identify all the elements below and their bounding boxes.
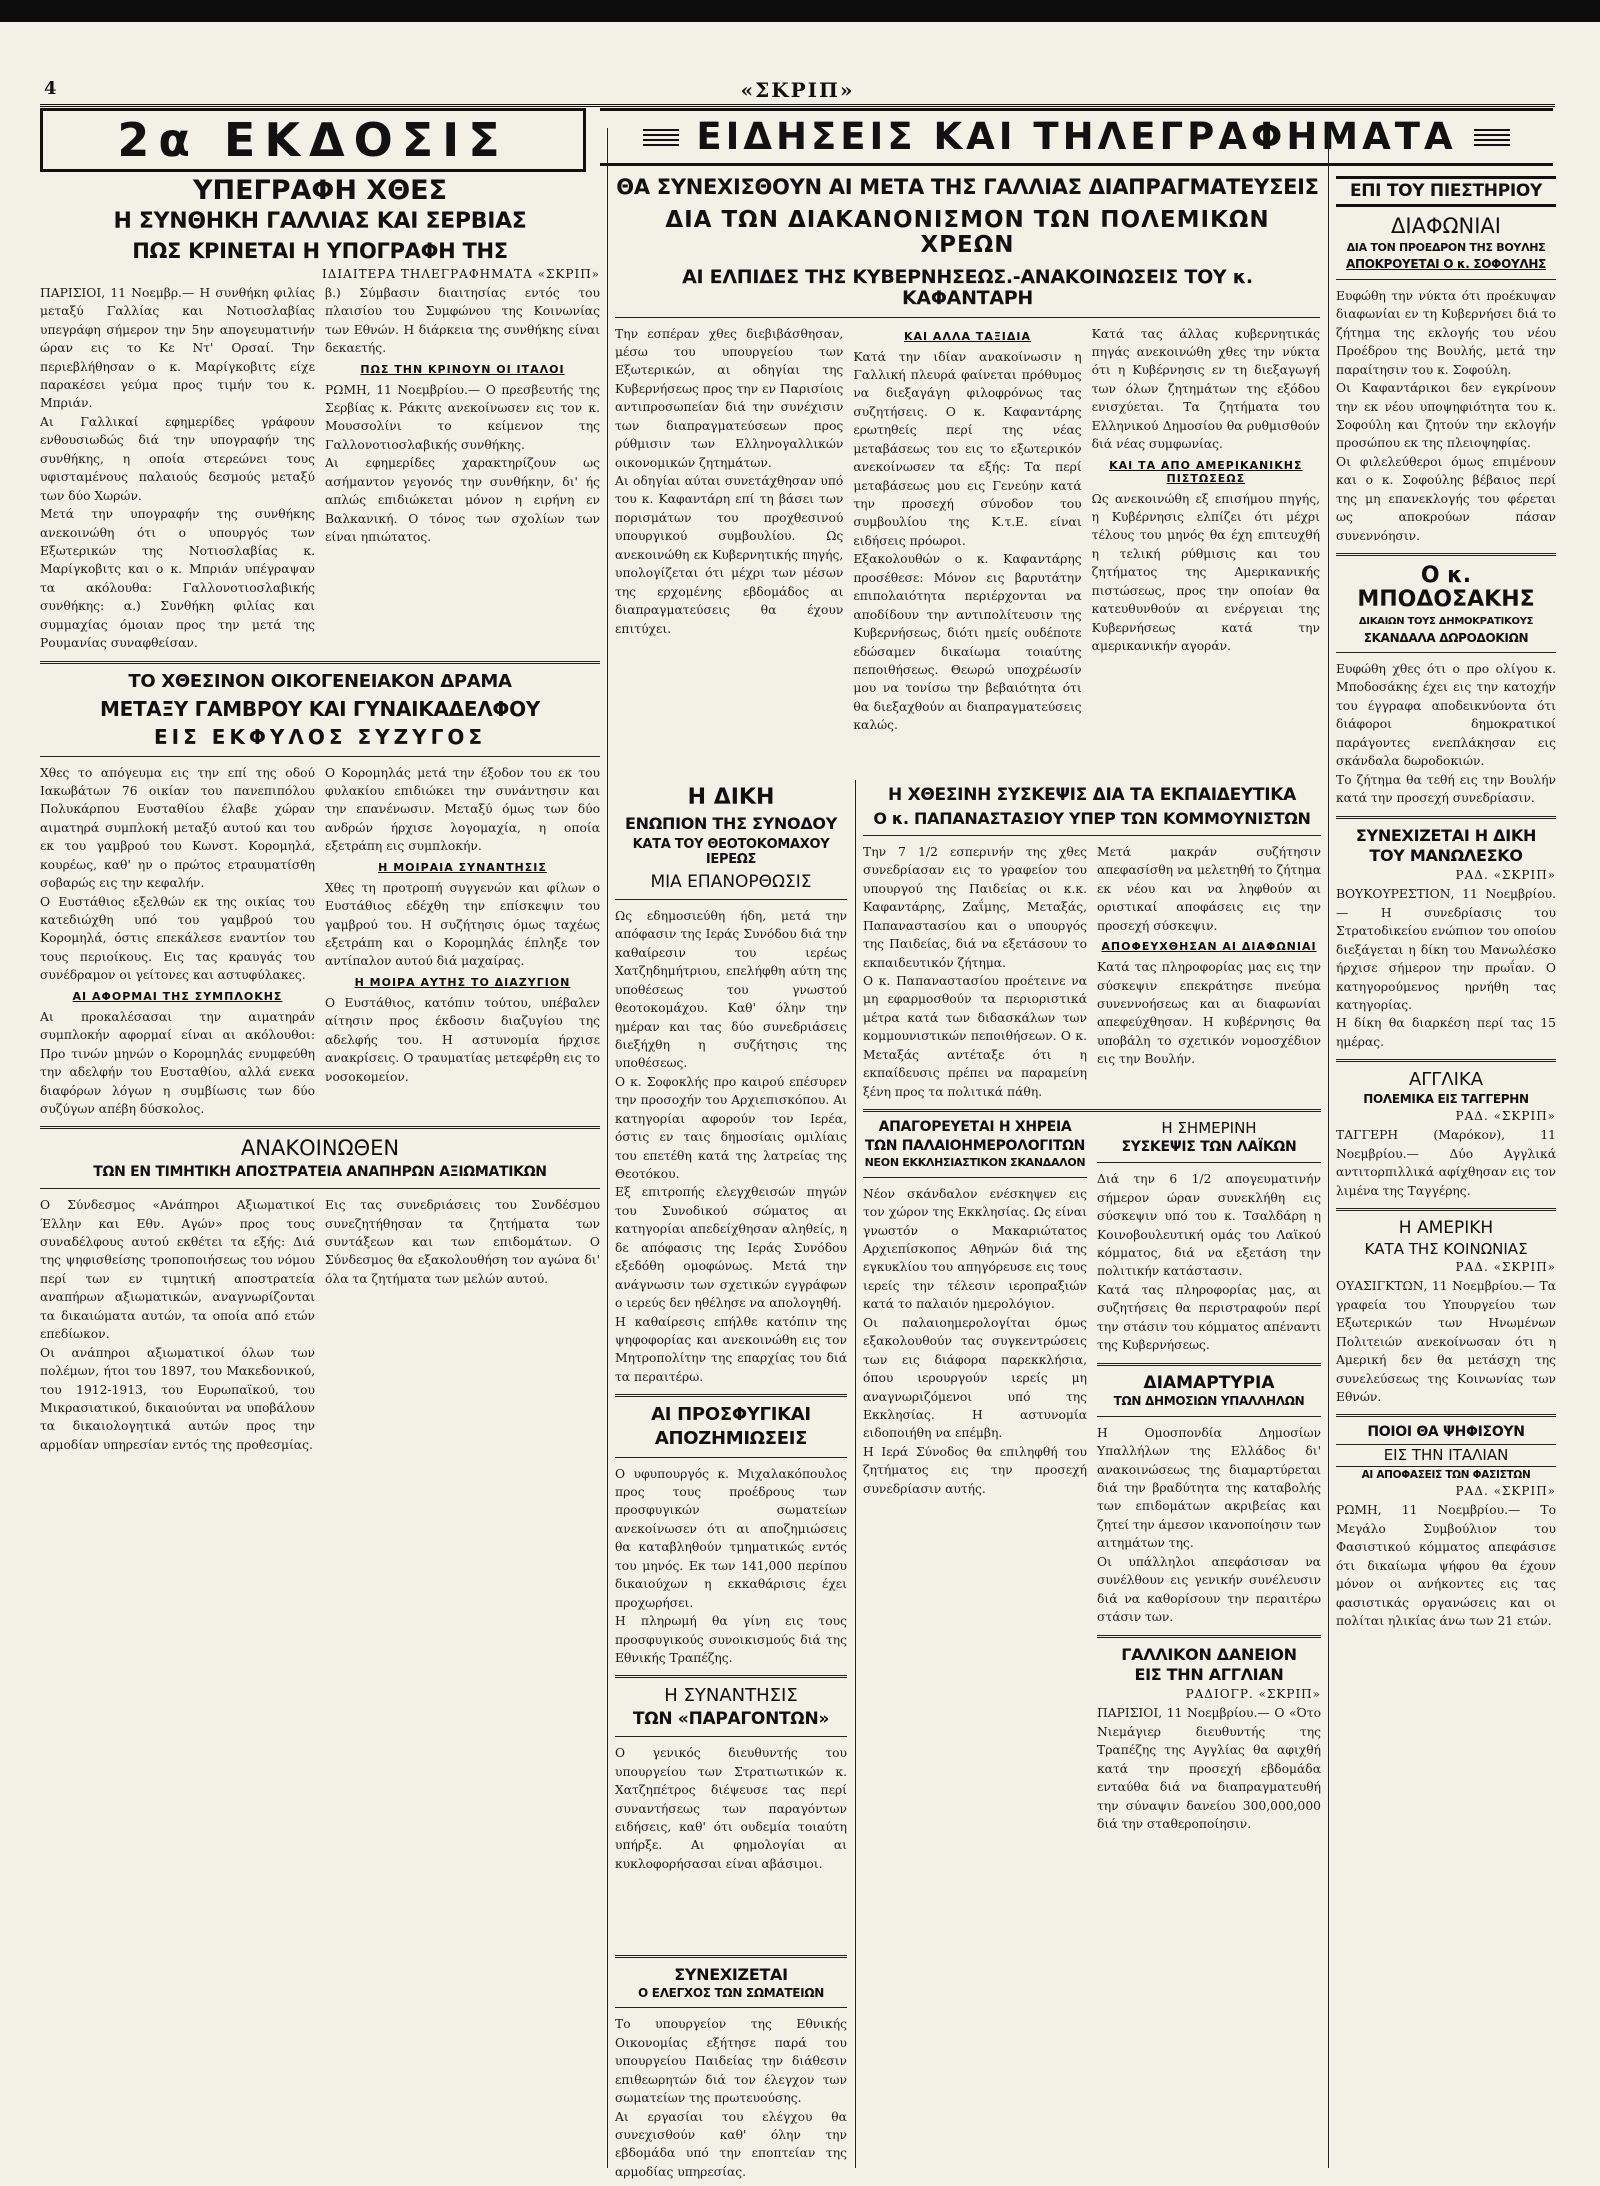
paragraph: ΡΩΜΗ, 11 Νοεμβρίου.— Το Μεγάλο Συμβούλιον του Φασιστικού κόμματος απεφάσισε ότι δικαίωμα ψήφου θα έχουν μόνον οι ανήκοντες εις τας φασιστικάς οργανώσεις και οι πολίται ηλικίας άνω των 21 ετών. [1336, 1503, 1556, 1629]
paragraph: Αι Γαλλικαί εφημερίδες γράφουν ενθουσιωδώς διά την υπογραφήν της συνθήκης, η οποία στερεώνει τους υφισταμένους παλαιούς δεσμούς μεταξύ των δύο Χωρών. [40, 414, 315, 503]
column-1 [40, 176, 600, 2166]
paragraph: Το υπουργείον της Εθνικής Οικονομίας εξήτησε παρά του υπουργείου Παιδείας την διάθεσιν επιθεωρητών διά τον έλεγχον των σωματείων της πρωτευούσης. [615, 2017, 847, 2106]
headline: ΣΥΝΕΧΙΖΕΤΑΙ Η ΔΙΚΗ [1355, 825, 1537, 845]
paragraph: Ο Κορομηλάς μετά την έξοδον του εκ του φυλακίου επιδιώκει την συνάντησιν και την επανένωσιν. Μεταξύ όμως των δύο ανδρών ήρχισε λογομαχία, η οποία εξετράπη εις συμπλοκήν. [325, 765, 600, 854]
article-tangier [1336, 1070, 1556, 1200]
column-3-right [1097, 1120, 1321, 1833]
headline: ΕΙΣ ΤΗΝ ΙΤΑΛΙΑΝ [1336, 1444, 1556, 1467]
headline: ΤΟΥ ΜΑΝΩΛΕΣΚΟ [1369, 846, 1523, 866]
paragraph: Κατά τας άλλας κυβερνητικάς πηγάς ανεκοινώθη χθες την νύκτα ότι η Κυβέρνησις εν τη διεξαγωγή των όλων ζητημάτων της εξόδου ενισχύεται. Τα ζητήματα του Ελληνικού Δημοσίου θα ρυθμισθούν διά νέας συμφωνίας. [1091, 326, 1320, 452]
section-divider [615, 1675, 847, 1678]
paragraph: Ως ανεκοινώθη εξ επισήμου πηγής, η Κυβέρνησις ελπίζει ότι μέχρι τέλους του μηνός θα έχη επιτευχθή η τελική ρύθμισις και του ζητήματος της Αμερικανικής πιστώσεως, προς την οποίαν θα κατευθυνθούν αι ενέργειαι της Κυβερνήσεως κατά την αμερικανικήν αγοράν. [1091, 491, 1320, 654]
divider [1336, 652, 1556, 653]
headline: ΔΙΚΑΙΩΝ ΤΟΥΣ ΔΗΜΟΚΡΑΤΙΚΟΥΣ [1358, 616, 1534, 628]
paragraph: Ο Ευστάθιος, κατόπιν τούτου, υπέβαλεν αίτησιν προς έκδοσιν διαζυγίου της αδελφής του. Η αστυνομία ήρχισε ανακρίσεις. Ο τραυματίας μετεφέρθη εις το νοσοκομείον. [325, 995, 600, 1084]
headline: ΔΙΑ ΤΟΝ ΠΡΟΕΔΡΟΝ ΤΗΣ ΒΟΥΛΗΣ [1346, 241, 1546, 255]
divider [863, 1177, 1087, 1178]
section-divider [615, 1394, 847, 1397]
paragraph: Ο κ. Σοφοκλής προ καιρού επέσυρεν την προσοχήν του Αρχιεπισκόπου. Αι κατηγορίαι αφορούν τον Ιερέα, όστις εν ταις δημοσίαις ομιλίαις του επετέθη κατά της λατρείας της Θεοτόκου. [615, 1074, 847, 1181]
headline: ΑΙ ΠΡΟΣΦΥΓΙΚΑΙ [651, 1404, 811, 1426]
section-title-text: ΕΙΔΗΣΕΙΣ ΚΑΙ ΤΗΛΕΓΡΑΦΗΜΑΤΑ [696, 115, 1457, 158]
headline: Ο ΕΛΕΓΧΟΣ ΤΩΝ ΣΩΜΑΤΕΙΩΝ [638, 1985, 824, 2000]
divider [615, 1736, 847, 1737]
headline: ΤΟ ΧΘΕΣΙΝΟΝ ΟΙΚΟΓΕΝΕΙΑΚΟΝ ΔΡΑΜΑ [128, 670, 512, 692]
headline: ΑΠΟΖΗΜΙΩΣΕΙΣ [654, 1428, 808, 1450]
headline: ΣΚΑΝΔΑΛΑ ΔΩΡΟΔΟΚΙΩΝ [1363, 630, 1529, 645]
article-press [1336, 176, 1556, 545]
headline: ΣΥΝΕΧΙΖΕΤΑΙ [674, 1965, 788, 1984]
paragraph: Την εσπέραν χθες διεβιβάσθησαν, μέσω του υπουργείου των Εξωτερικών, αι οδηγίαι της Κυβερνήσεως προς την εν Παρισίοις αντιπροσωπείαν διά την συνέχισιν των διαπραγματεύσεων προς ρύθμισιν των Ελληνογαλλικών οικονομικών ζητημάτων. [615, 326, 844, 470]
paragraph: Αι προκαλέσασαι την αιματηράν συμπλοκήν αφορμαί είναι αι ακόλουθοι: Προ τινών μηνών ο Κορομηλάς ενυμφεύθη την αδελφήν του Ευσταθίου, αλλά ενεκα διαφόρων λόγων η συμβίωσις των δύο συζύγων απέβη δύσκολος. [40, 1009, 315, 1116]
paragraph: Ευφώθη την νύκτα ότι προέκυψαν διαφωνίαι εν τη Κυβερνήσει διά το ζήτημα της εκλογής του νέου Προέδρου της Βουλής, μετά την παραίτησιν του κ. Σοφούλη. [1336, 288, 1556, 377]
dateline: ΡΑΔΙΟΓΡ. «ΣΚΡΙΠ» [1185, 1687, 1321, 1702]
column-2-top [615, 176, 1320, 776]
column-rule [1328, 128, 1329, 2168]
paragraph: Εξ επιτροπής ελεγχθεισών πηγών του Συνοδικού σώματος αι κατηγορίαι απεδείχθησαν αληθείς, η δε απόφασις της Ιεράς Συνόδου εξεδόθη ομοφώνως. Μετά την ανάγνωσιν των σχετικών εγγράφων ο ιερεύς δεν ηθέλησε να απολογηθή. [615, 1185, 847, 1311]
paragraph: Η καθαίρεσις επήλθε κατόπιν της ψηφοφορίας και ανεκοινώθη εις τον Μητροπολίτην της επαρχίας του διά τα περαιτέρω. [615, 1314, 847, 1384]
edition-title: 2α ΕΚΔΟΣΙΣ [40, 108, 586, 172]
article-body [40, 284, 600, 653]
paragraph: Ο γενικός διευθυντής του υπουργείου των Στρατιωτικών κ. Χατζηπέτρος διέψευσε τας περί συναντήσεως των παραγόντων ειδήσεις, καθ' ότι ουδεμία τοιαύτη υπήρξε. Αι φημολογίαι αι κυκλοφορήσασαι είναι αβάσιμοι. [615, 1746, 847, 1871]
paragraph: Κατά τας πληροφορίας μας, αι συζητήσεις θα περιστραφούν περί την στάσιν του κόμματος απέναντι της Κυβερνήσεως. [1097, 1282, 1321, 1353]
paragraph: Οι υπάλληλοι απεφάσισαν να συνέλθουν εις γενικήν συνέλευσιν διά να καθορίσουν την περαιτέρω στάσιν των. [1097, 1554, 1321, 1625]
page-header [40, 78, 1555, 107]
article-body [863, 843, 1321, 1101]
paragraph: Το ζήτημα θα τεθή εις την Βουλήν κατά την προσεχή συνεδρίασιν. [1336, 772, 1556, 806]
dateline: ΡΑΔ. «ΣΚΡΙΠ» [1455, 868, 1556, 883]
article-body [40, 764, 600, 1119]
subheading: ΑΠΟΦΕΥΧΘΗΣΑΝ ΑΙ ΔΙΑΦΩΝΙΑΙ [1101, 940, 1317, 954]
headline: ΝΕΟΝ ΕΚΚΛΗΣΙΑΣΤΙΚΟΝ ΣΚΑΝΔΑΛΟΝ [864, 1156, 1086, 1170]
section-divider [40, 1126, 600, 1129]
paragraph: Αι οδηγίαι αύται συνετάχθησαν υπό του κ. Καφαντάρη επί τη βάσει των πορισμάτων του προχθεσινού υπουργικού συμβουλίου. Ως ανεκοινώθη εκ Κυβερνητικής πηγής, υπολογίζεται ότι μέχρι των μέσων της ερχομένης εβδομάδος αι διαπραγματεύσεις θα έχουν επιτύχει. [615, 474, 844, 636]
headline: ΓΑΛΛΙΚΟΝ ΔΑΝΕΙΟΝ [1121, 1644, 1297, 1664]
paragraph: ΠΑΡΙΣΙΟΙ, 11 Νοεμβρίου.— Ο «Ότο Νιεμάγιερ διευθυντής της Τραπέζης της Αγγλίας θα αφιχθή κατά την προσεχή εβδομάδα ενταύθα διά να διαπραγματευθή την σύναψιν δανείου 300,000,000 διά την σταθεροποίησιν. [1097, 1706, 1321, 1831]
paragraph: Αι εφημερίδες χαρακτηρίζουν ως ασήμαντον γεγονός την συνθήκην, δι' ής απλώς επιδιώκεται μόνον η ειρήνη εν Βαλκανική. Ο τόνος των σχολίων των είναι ηπιώτατος. [325, 456, 600, 545]
paragraph: Ο υφυπουργός κ. Μιχαλακόπουλος προς τους προέδρους των προσφυγικών σωματείων ανεκοίνωσεν ότι αι αποζημιώσεις θα καταβληθούν τμηματικώς εντός του μηνός. Εκ των 141,000 περίπου δικαιούχων η εκκαθάρισις έχει προχωρήσει. [615, 1466, 847, 1610]
divider [863, 835, 1321, 836]
paragraph: ΒΟΥΚΟΥΡΕΣΤΙΟΝ, 11 Νοεμβρίου.— Η συνεδρίασις του Στρατοδικείου ενώπιον του οποίου διεξάγεται η δίκη του Μανωλέσκο ήρχισε σήμερον την πρωΐαν. Ο κατηγορούμενος ηρνήθη τας κατηγορίας. [1336, 887, 1556, 1012]
paragraph: Η Ομοσπονδία Δημοσίων Υπαλλήλων της Ελλάδος δι' ανακοινώσεως της διαμαρτύρεται διά την βραδύτητα της καταβολής των επιδομάτων ακριβείας και ζητεί την άμεσον ικανοποίησιν των αιτημάτων της. [1097, 1425, 1321, 1551]
paragraph: Εξακολουθών ο κ. Καφαντάρης προσέθεσε: Μόνον εις βαρυτάτην επιπολαιότητα περιέρχονται να αποδίδουν την αντιπολίτευσιν της Κυβερνήσεως, διότι ημείς ουδέποτε εδώσαμεν δικαίωμα τοιαύτης πεποιθήσεως. Θεωρώ υποχρέωσίν μου να τονίσω την βεβαιότητα ότι θα διεξαχθούν αι διαπραγματεύσεις καλώς. [853, 552, 1082, 733]
paragraph: Αι εργασίαι του ελέγχου θα συνεχισθούν καθ' όλην την εβδομάδα υπό την εποπτείαν της αρμοδίας υπηρεσίας. [615, 2109, 847, 2179]
dateline: ΡΑΔ. «ΣΚΡΙΠ» [1455, 1109, 1556, 1124]
section-divider [615, 1955, 847, 1958]
paragraph: Ο Ευστάθιος εξελθών εκ της οικίας του κατεδιώχθη υπό του γαμβρού του Κορομηλά, όστις επεκάλεσε εναντίον του τους περιοίκους. Εις τας κραυγάς του συνέδραμον οι γείτονες και αστυφύλακες. [40, 894, 315, 983]
paragraph: β.) Σύμβασιν διαιτησίας εντός του πλαισίου του Συμφώνου της Κοινωνίας των Εθνών. Η διάρκεια της συνθήκης είναι δεκαετής. [325, 285, 600, 356]
paragraph: Η πληρωμή θα γίνη εις τους προσφυγικούς συνοικισμούς διά της Εθνικής Τραπέζης. [615, 1614, 847, 1665]
article-body [40, 1196, 600, 1454]
dateline: ΡΑΔ. «ΣΚΡΙΠ» [1455, 1260, 1556, 1275]
headline: Η ΧΘΕΣΙΝΗ ΣΥΣΚΕΨΙΣ ΔΙΑ ΤΑ ΕΚΠΑΙΔΕΥΤΙΚΑ [888, 785, 1296, 805]
headline: ΠΟΛΕΜΙΚΑ ΕΙΣ ΤΑΓΓΕΡΗΝ [1363, 1092, 1529, 1107]
section-divider [863, 1109, 1321, 1112]
section-divider [1336, 553, 1556, 556]
subheading: Η ΜΟΙΡΑ ΑΥΤΗΣ ΤΟ ΔΙΑΖΥΓΙΟΝ [354, 975, 571, 989]
headline: ΔΙΑΦΩΝΙΑΙ [1391, 214, 1501, 239]
article-disabled-officers [40, 1137, 600, 1454]
column-rule [607, 128, 608, 2168]
subheading: ΚΑΙ ΑΛΛΑ ΤΑΞΙΔΙΑ [903, 329, 1031, 343]
dateline: ΙΔΙΑΙΤΕΡΑ ΤΗΛΕΓΡΑΦΗΜΑΤΑ «ΣΚΡΙΠ» [322, 266, 600, 281]
divider [615, 317, 1320, 318]
headline: ΑΙ ΕΛΠΙΔΕΣ ΤΗΣ ΚΥΒΕΡΝΗΣΕΩΣ.-ΑΝΑΚΟΙΝΩΣΕΙΣ ΤΟΥ κ. ΚΑΦΑΝΤΑΡΗ [682, 266, 1253, 310]
headline: Ο κ. ΜΠΟΔΟΣΑΚΗΣ [1357, 563, 1535, 613]
headline: ΤΩΝ ΔΗΜΟΣΙΩΝ ΥΠΑΛΛΗΛΩΝ [1113, 1394, 1305, 1409]
paragraph: Οι Καφαντάρικοι δεν εγκρίνουν την εκ νέου υποψηφιότητα του κ. Σοφούλη και ζητούν την εκλογήν προσώπου εκ της πλειοψηφίας. [1336, 381, 1556, 451]
section-divider [1336, 1414, 1556, 1417]
ornament-bars-left [643, 129, 679, 149]
headline: ΥΠΕΓΡΑΦΗ ΧΘΕΣ [192, 175, 448, 206]
paragraph: Κατά την ιδίαν ανακοίνωσιν η Γαλλική πλευρά φαίνεται πρόθυμος να διεξαγάγη φιλοφρόνως τας συζητήσεις. Ο κ. Καφαντάρης ερωτηθείς περί της νέας μεταβάσεως του εις το εξωτερικόν ανεκοίνωσεν τα εξής: Τα περί μεταβάσεως μου εις Γενεύην κατά την προσεχή σύνοδον του συμβουλίου της Κ.τ.Ε. είναι ειδήσεις πρόωροι. [853, 349, 1082, 548]
divider [40, 1188, 600, 1189]
headline: ΜΕΤΑΞΥ ΓΑΜΒΡΟΥ ΚΑΙ ΓΥΝΑΙΚΑΔΕΛΦΟΥ [100, 696, 540, 721]
divider [615, 899, 847, 900]
paragraph: Ως εδημοσιεύθη ήδη, μετά την απόφασιν της Ιεράς Συνόδου διά την καθαίρεσιν του ιερέως Χατζηδημήτριου, επελήφθη αύτη της υποθέσεως του γνωστού θεοτοκομάχου. Καθ' όλην την ημέραν και τας δύο συνεδριάσεις διεξήχθη η συζήτησις της υποθέσεως. [615, 908, 847, 1071]
page-number: 4 [44, 78, 57, 99]
subheading: ΠΩΣ ΤΗΝ ΚΡΙΝΟΥΝ ΟΙ ΙΤΑΛΟΙ [360, 362, 565, 376]
article-italy [1336, 1425, 1556, 1630]
subheading: Η ΜΟΙΡΑΙΑ ΣΥΝΑΝΤΗΣΙΣ [378, 860, 547, 874]
headline: ΣΥΣΚΕΨΙΣ ΤΩΝ ΛΑΪΚΩΝ [1121, 1138, 1297, 1155]
section-divider [40, 661, 600, 664]
article-education [863, 786, 1321, 1101]
section-title [600, 108, 1553, 166]
headline: ΚΑΤΑ ΤΟΥ ΘΕΟΤΟΚΟΜΑΧΟΥ ΙΕΡΕΩΣ [632, 837, 830, 867]
headline: Η ΔΙΚΗ [687, 785, 775, 810]
paragraph: ΠΑΡΙΣΙΟΙ, 11 Νοεμβρ.— Η συνθήκη φιλίας μεταξύ Γαλλίας και Νοτιοσλαβίας υπεγράφη σήμερον την 5ην απογευματινήν ώραν εις το Κε Ντ' Ορσαί. Την περιεβλήθησαν ο κ. Μαρίγκοβιτς είχε παρακέσει γεύμα προς τιμήν του κ. Μπριάν. [40, 285, 315, 411]
article-america [1336, 1219, 1556, 1406]
divider [1336, 279, 1556, 280]
column-rule [855, 780, 856, 2168]
paragraph: Οι ανάπηροι αξιωματικοί όλων των πολέμων, ήτοι του 1897, του Μακεδονικού, του 1912-1913, του Ευρωπαϊκού, του Μικρασιατικού, δικαιούνται να υποβάλουν τα δικαιολογητικά αυτών προς την αρμοδίαν υπηρεσίαν εντός της προθεσμίας. [40, 1345, 315, 1452]
headline: ΔΙΑΜΑΡΤΥΡΙΑ [1143, 1372, 1275, 1393]
headline: ΘΑ ΣΥΝΕΧΙΣΘΟΥΝ ΑΙ ΜΕΤΑ ΤΗΣ ΓΑΛΛΙΑΣ ΔΙΑΠΡΑΓΜΑΤΕΥΣΕΙΣ [616, 175, 1319, 199]
paragraph: Χθες τη προτροπή συγγενών και φίλων ο Ευστάθιος εδέχθη την επίσκεψιν του γαμβρού του. Η συζήτησις όμως ταχέως εξετράπη και ο Κορομηλάς έπληξε τον αντίπαλον αυτού διά μαχαίρας. [325, 880, 600, 969]
headline: ΔΙΑ ΤΩΝ ΔΙΑΚΑΝΟΝΙΣΜΟΝ ΤΩΝ ΠΟΛΕΜΙΚΩΝ ΧΡΕΩΝ [665, 206, 1270, 259]
headline: ΕΝΩΠΙΟΝ ΤΗΣ ΣΥΝΟΔΟΥ [624, 814, 837, 834]
article-synod-trial [615, 786, 847, 1386]
section-divider [1097, 1363, 1321, 1366]
divider [615, 2007, 847, 2008]
section-divider [1336, 1059, 1556, 1062]
headline: ΑΠΑΓΟΡΕΥΕΤΑΙ Η ΧΗΡΕΙΑ [878, 1119, 1072, 1136]
paragraph: ΟΥΑΣΙΓΚΤΩΝ, 11 Νοεμβρίου.— Τα γραφεία του Υπουργείου των Εξωτερικών των Ηνωμένων Πολιτειών ανεκοίνωσαν ότι η Αμερική δεν θα μετάσχη της συνελεύσεως της Κοινωνίας των Εθνών. [1336, 1279, 1556, 1405]
headline: ΠΩΣ ΚΡΙΝΕΤΑΙ Η ΥΠΟΓΡΑΦΗ ΤΗΣ [132, 239, 508, 264]
paragraph: Οι φιλελεύθεροι όμως επιμένουν και ο κ. Σοφούλης βέβαιος περί της μη επανεκλογής του φέρεται ως αποκρούων πάσαν συνεννόησιν. [1336, 454, 1556, 543]
headline: ΜΙΑ ΕΠΑΝΟΡΘΩΣΙΣ [650, 872, 812, 893]
paragraph: Η Ιερά Σύνοδος θα επιληφθή του ζητήματος εις την προσεχή συνεδρίασιν αυτής. [863, 1444, 1087, 1496]
headline: ΕΙΣ ΕΚΦΥΛΟΣ ΣΥΖΥΓΟΣ [153, 725, 486, 750]
top-black-bar [0, 0, 1600, 22]
paragraph: Οι παλαιοημερολογίται όμως εξακολουθούν τας συγκεντρώσεις των εις διάφορα παρεκκλήσια, όπου ιερουργούν ιερείς μη αναγνωριζόμενοι υπό της Εκκλησίας. Η αστυνομία ειδοποιήθη να επέμβη. [863, 1315, 1087, 1441]
paragraph: Νέον σκάνδαλον ενέσκηψεν εις τον χώρον της Εκκλησίας. Ως είναι γνωστόν ο Μακαριώτατος Αρχιεπίσκοπος Αθηνών διά της εγκυκλίου του απηγόρευσε εις τους ιερείς την τέλεσιν ιεροπραξιών κατά το παλαιόν ημερολόγιον. [863, 1186, 1087, 1312]
dateline: ΡΑΔ. «ΣΚΡΙΠ» [1455, 1484, 1556, 1499]
column-4 [1336, 176, 1556, 2166]
newspaper-name: «ΣΚΡΙΠ» [740, 78, 855, 102]
paragraph: Την 7 1/2 εσπερινήν της χθες συνεδρίασαν εις το γραφείον του υπουργού της Παιδείας οι κ.κ. Καφαντάρης, Ζαΐμης, Μεταξάς, Παπαναστασίου και ο υπουργός της Παιδείας, διά να εξετάσουν το εκπαιδευτικόν ζήτημα. [863, 844, 1087, 970]
paragraph: Ο κ. Παπαναστασίου προέτεινε να μη εφαρμοσθούν τα περιοριστικά μέτρα κατά των διδασκάλων των κομμουνιστικών πεποιθήσεων. Ο κ. Μεταξάς αντέταξε ότι η εκπαίδευσις πρέπει να παραμείνη ξένη προς τα πολιτικά πάθη. [863, 974, 1087, 1099]
article-family-drama [40, 672, 600, 1119]
headline: ΤΩΝ ΠΑΛΑΙΟΗΜΕΡΟΛΟΓΙΤΩΝ [864, 1137, 1086, 1154]
paragraph: ΡΩΜΗ, 11 Νοεμβρίου.— Ο πρεσβευτής της Σερβίας κ. Ράκιτς ανεκοίνωσεν εις τον κ. Μουσσολίνι το κείμενον της Γαλλονοτιοσλαβικής συνθήκης. [325, 382, 600, 452]
paragraph: Μετά την υπογραφήν της συνθήκης ανεκοινώθη ότι ο υπουργός των Εξωτερικών της Νοτιοσλαβίας κ. Μαρίγκοβιτς και ο κ. Μπριάν υπέγραψαν τα ακόλουθα: Γαλλονοτιοσλαβικής συνθήκης: α.) Συνθήκη φιλίας και συμμαχίας όμοιαν προς την μετά της Ρουμανίας συναφθείσαν. [40, 507, 315, 651]
headline: ΤΩΝ ΕΝ ΤΙΜΗΤΙΚΗ ΑΠΟΣΤΡΑΤΕΙΑ ΑΝΑΠΗΡΩΝ ΑΞΙΩΜΑΤΙΚΩΝ [93, 1164, 547, 1181]
headline: ΑΓΓΛΙΚΑ [1408, 1069, 1484, 1091]
subheading: ΑΙ ΑΦΟΡΜΑΙ ΤΗΣ ΣΥΜΠΛΟΚΗΣ [72, 989, 283, 1003]
article-body [615, 325, 1320, 735]
column-3-left [863, 1120, 1087, 1833]
paragraph: ΤΑΓΓΕΡΗ (Μαρόκον), 11 Νοεμβρίου.— Δύο Αγγλικά αντιτορπιλλικά αφίχθησαν εις τον λιμένα της Ταγγέρης. [1336, 1128, 1556, 1198]
headline: ΕΠΙ ΤΟΥ ΠΙΕΣΤΗΡΙΟΥ [1336, 176, 1556, 207]
divider [615, 1457, 847, 1458]
headline: ΚΑΤΑ ΤΗΣ ΚΟΙΝΩΝΙΑΣ [1364, 1239, 1528, 1258]
paragraph: Η δίκη θα διαρκέση περί τας 15 ημέρας. [1336, 1016, 1556, 1049]
paragraph: Διά την 6 1/2 απογευματινήν σήμερον ώραν συνεκλήθη εις σύσκεψιν υπό του κ. Τσαλδάρη η Κοινοβουλευτική ομάς του Λαϊκού κόμματος, διά να εξετάση την πολιτικήν κατάστασιν. [1097, 1172, 1321, 1279]
subheading: ΚΑΙ ΤΑ ΑΠΟ ΑΜΕΡΙΚΑΝΙΚΗΣ ΠΙΣΤΩΣΕΩΣ [1109, 458, 1303, 485]
headline: ΠΟΙΟΙ ΘΑ ΨΗΦΙΣΟΥΝ [1367, 1424, 1525, 1441]
section-divider [1097, 1635, 1321, 1638]
headline: Η ΑΜΕΡΙΚΗ [1398, 1218, 1494, 1239]
article-treaty [40, 176, 600, 653]
article-refugee-compensation [615, 1405, 847, 1667]
paragraph: Ο Σύνδεσμος «Ανάπηροι Αξιωματικοί Έλλην και Εθν. Αγών» προς τους συναδέλφους αυτού εκθέτει τα εξής: Διά της ψηφισθείσης τροποποιήσεως του νόμου περί των εν τιμητική αποστρατεία αναπήρων αξιωματικών, αναγνωρίζονται τα δικαιώματα αυτών, τα οποία από ετών επεδίωκον. [40, 1198, 315, 1342]
headline: ΤΩΝ «ΠΑΡΑΓΟΝΤΩΝ» [632, 1709, 830, 1730]
column-3-split [863, 1120, 1321, 1833]
divider [1097, 1162, 1321, 1163]
paragraph: Μετά μακράν συζήτησιν απεφασίσθη να μελετηθή το ζήτημα εκ νέου και να ληφθούν αι οριστικαί αποφάσεις εις την προσεχή σύσκεψιν. [1097, 844, 1321, 933]
paragraph: Ευφώθη χθες ότι ο προ ολίγου κ. Μποδοσάκης έχει εις την κατοχήν του έγγραφα αποδεικνύοντα ότι διάφοροι δημοκρατικοί παράγοντες ενεπλάκησαν εις σκάνδαλα δωροδοκιών. [1336, 662, 1556, 769]
paragraph: Χθες το απόγευμα εις την επί της οδού Ιακωβάτων 76 οικίαν του πανεπιπόλου Πολυκάρπου Ευσταθίου έλαβε χώραν αιματηρά συμπλοκή μεταξύ αυτού και του εκ του γαμβρού του Κωνστ. Κορομηλά, κουρέως, καθ' ην ο πρώτος ετραυματίσθη σοβαρώς εις την κεφαλήν. [40, 765, 315, 891]
article-meeting [615, 1686, 847, 1873]
headline: Η ΣΥΝΘΗΚΗ ΓΑΛΛΙΑΣ ΚΑΙ ΣΕΡΒΙΑΣ [113, 208, 527, 234]
divider [1097, 1416, 1321, 1417]
divider [40, 756, 600, 757]
headline: ΑΝΑΚΟΙΝΩΘΕΝ [240, 1136, 400, 1161]
headline: ΑΙ ΑΠΟΦΑΣΕΙΣ ΤΩΝ ΦΑΣΙΣΤΩΝ [1361, 1468, 1531, 1481]
article-manolesco [1336, 827, 1556, 1052]
section-divider [1336, 816, 1556, 819]
headline: Η ΣΗΜΕΡΙΝΗ [1161, 1119, 1257, 1138]
headline: Ο κ. ΠΑΠΑΝΑΣΤΑΣΙΟΥ ΥΠΕΡ ΤΩΝ ΚΟΜΜΟΥΝΙΣΤΩΝ [873, 809, 1311, 829]
ornament-bars-right [1474, 129, 1510, 149]
headline: ΑΠΟΚΡΟΥΕΤΑΙ Ο κ. ΣΟΦΟΥΛΗΣ [1346, 257, 1546, 272]
paragraph: Κατά τας πληροφορίας μας εις την σύσκεψιν επεκράτησε πνεύμα συνεννοήσεως και αι διαφωνίαι απεφεύχθησαν. Η κυβέρνησις θα υποβάλη το σχετικόν νομοσχέδιον εις την Βουλήν. [1097, 960, 1321, 1067]
article-associations [615, 1955, 847, 2179]
headline: ΕΙΣ ΤΗΝ ΑΓΓΛΙΑΝ [1134, 1665, 1284, 1685]
paragraph: Εις τας συνεδριάσεις του Συνδέσμου συνεζητήθησαν τα ζητήματα των συντάξεων και των επιδομάτων. Ο Σύνδεσμος θα εξακολουθήση τον αγώνα δι' όλα τα ζητήματα των μελών αυτού. [325, 1198, 600, 1286]
column-3 [863, 786, 1321, 2166]
article-bodosakis [1336, 564, 1556, 808]
headline: Η ΣΥΝΑΝΤΗΣΙΣ [664, 1685, 798, 1707]
section-divider [1336, 1208, 1556, 1211]
